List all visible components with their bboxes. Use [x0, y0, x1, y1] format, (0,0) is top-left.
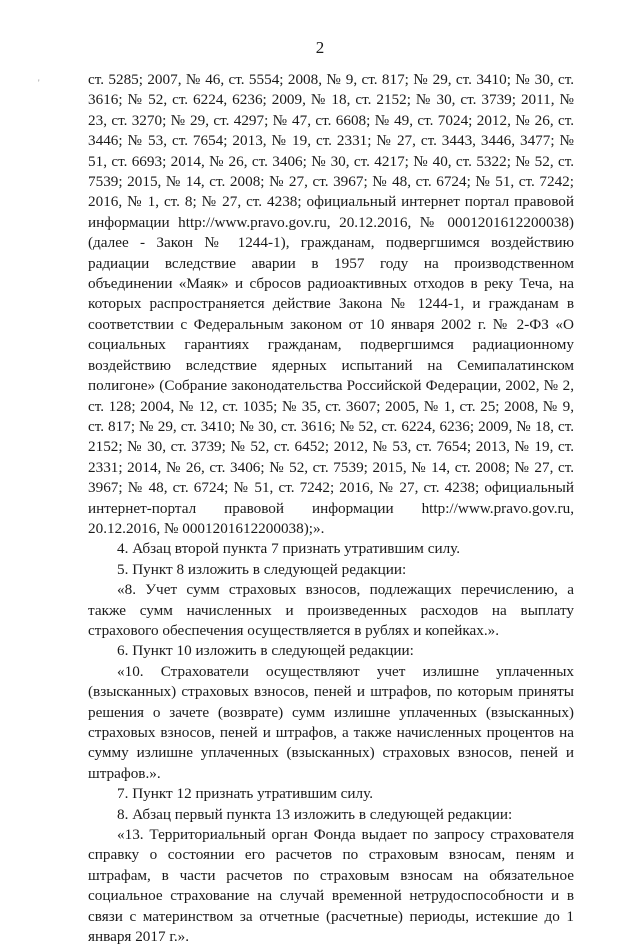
- paragraph-continuation: ст. 5285; 2007, № 46, ст. 5554; 2008, № 9, ст. 817; № 29, ст. 3410; № 30, ст. 3616; № 52, ст. 6224, 6236; 2009, № 18, ст. 2152; № 30, ст. 3739; 2011, № 23, ст. 3270; № 29, ст. 4297; № 47, ст. 6608; № 49, ст. 7024; 2012, № 26, ст. 3446; № 53, ст. 7654; 2013, № 19, ст. 2331; № 27, ст. 3443, 3446, 3477; № 51, ст. 6693; 2014, № 26, ст. 3406; № 30, ст. 4217; № 40, ст. 5322; № 52, ст. 7539; 2015, № 14, ст. 2008; № 27, ст. 3967; № 48, ст. 6724; № 51, ст. 7242; 2016, № 1, ст. 8; № 27, ст. 4238; официальный интернет портал правовой информации http://www.pravo.gov.ru, 20.12.2016, № 0001201612200038) (далее - Закон № 1244-1), гражданам, подвергшимся воздействию радиации вследствие аварии в 1957 году на производственном объединении «Маяк» и сбросов радиоактивных отходов в реку Теча, на которых распространяется действие Закона № 1244-1, и гражданам в соответствии с Федеральным законом от 10 января 2002 г. № 2-ФЗ «О социальных гарантиях гражданам, подвергшимся радиационному воздействию вследствие ядерных испытаний на Семипалатинском полигоне» (Собрание законодательства Российской Федерации, 2002, № 2, ст. 128; 2004, № 12, ст. 1035; № 35, ст. 3607; 2005, № 1, ст. 25; 2008, № 9, ст. 817; № 29, ст. 3410; № 30, ст. 3616; № 52, ст. 6224, 6236; 2009, № 18, ст. 2152; № 30, ст. 3739; № 52, ст. 6452; 2012, № 53, ст. 7654; 2013, № 19, ст. 2331; 2014, № 26, ст. 3406; № 52, ст. 7539; 2015, № 14, ст. 2008; № 27, ст. 3967; № 48, ст. 6724; № 51, ст. 7242; 2016, № 27, ст. 4238; официальный интернет-портал правовой информации http://www.pravo.gov.ru, 20.12.2016, № 0001201612200038);».: [88, 71, 574, 537]
- paragraph-item-8: 8. Абзац первый пункта 13 изложить в следующей редакции:: [117, 805, 513, 823]
- paragraph-item-5: 5. Пункт 8 изложить в следующей редакции:: [117, 560, 407, 578]
- paragraph-quote-13: «13. Территориальный орган Фонда выдает по запросу страхователя справку о состоянии его расчетов по страховым взносам, пеням и штрафам, в части расчетов по страховым взносам на обязательное социальное страхование на случай временной нетрудоспособности и в связи с материнством за отчетные (расчетные) периоды, истекшие до 1 января 2017 г.».: [88, 826, 574, 946]
- document-body: [88, 70, 574, 947]
- paragraph-item-6: 6. Пункт 10 изложить в следующей редакции:: [117, 642, 414, 660]
- page-number: 2: [315, 38, 325, 57]
- margin-mark: ': [38, 78, 40, 88]
- paragraph-quote-10: «10. Страхователи осуществляют учет излишне уплаченных (взысканных) страховых взносов, пеней и штрафов, по которым приняты решения о зачете (возврате) сумм излишне уплаченных (взысканных) страховых взносов, пеней и штрафов, а также начисленных процентов на сумму излишне уплаченных (взысканных) страховых взносов, пеней и штрафов.».: [88, 662, 574, 782]
- paragraph-item-4: 4. Абзац второй пункта 7 признать утратившим силу.: [117, 540, 461, 558]
- paragraph-quote-8: «8. Учет сумм страховых взносов, подлежащих перечислению, а также сумм начисленных и произведенных расходов на выплату страхового обеспечения осуществляется в рублях и копейках.».: [88, 581, 574, 639]
- paragraph-item-7: 7. Пункт 12 признать утратившим силу.: [117, 785, 373, 803]
